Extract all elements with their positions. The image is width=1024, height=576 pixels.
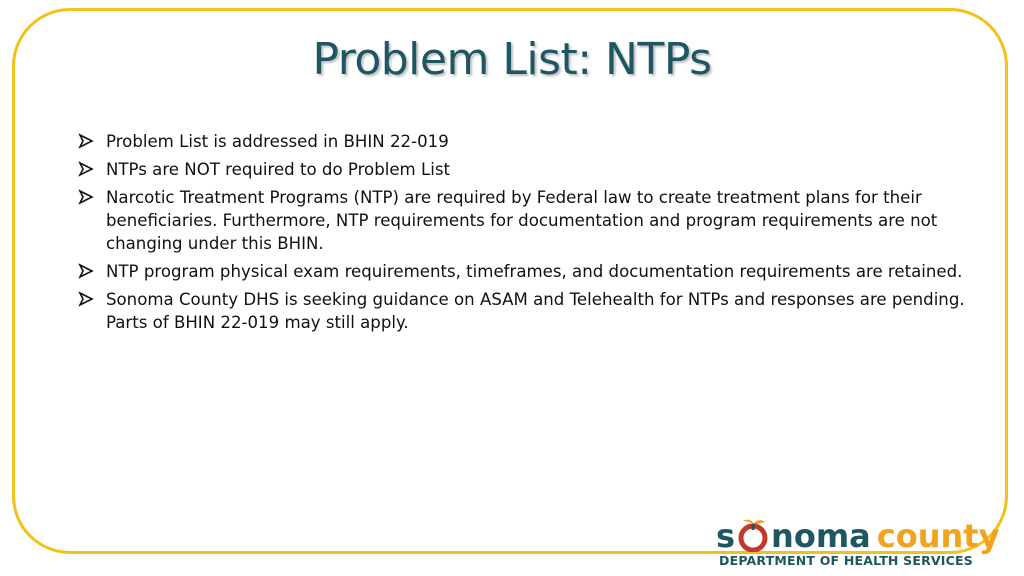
bullet-item <box>78 260 988 283</box>
apple-logo-icon <box>736 518 770 552</box>
bullet-item <box>78 158 988 181</box>
sonoma-county-logo <box>716 514 1016 572</box>
bullet-text: Narcotic Treatment Programs (NTP) are required by Federal law to create treatment plans for their beneficiaries. Furthermore, NTP requirements for documentation and program requirements are not changing under this BHIN. <box>106 188 938 253</box>
arrow-bullet-icon <box>78 291 94 307</box>
arrow-bullet-icon <box>78 189 94 205</box>
arrow-bullet-icon <box>78 263 94 279</box>
bullet-list <box>78 130 988 339</box>
logo-wordmark <box>716 516 1000 555</box>
logo-noma: noma <box>771 517 871 555</box>
bullet-text: NTP program physical exam requirements, timeframes, and documentation requirements are retained. <box>106 262 963 281</box>
logo-county: county <box>876 517 1000 555</box>
bullet-text: Sonoma County DHS is seeking guidance on ASAM and Telehealth for NTPs and responses are pending. Parts of BHIN 22-019 may still apply. <box>106 290 965 332</box>
logo-department: DEPARTMENT OF HEALTH SERVICES <box>719 553 973 568</box>
slide-title: Problem List: NTPs <box>312 34 712 85</box>
arrow-bullet-icon <box>78 161 94 177</box>
arrow-bullet-icon <box>78 133 94 149</box>
bullet-item <box>78 288 988 334</box>
bullet-item <box>78 186 988 255</box>
logo-s: s <box>716 517 736 555</box>
bullet-item <box>78 130 988 153</box>
bullet-text: NTPs are NOT required to do Problem List <box>106 160 450 179</box>
bullet-text: Problem List is addressed in BHIN 22-019 <box>106 132 449 151</box>
